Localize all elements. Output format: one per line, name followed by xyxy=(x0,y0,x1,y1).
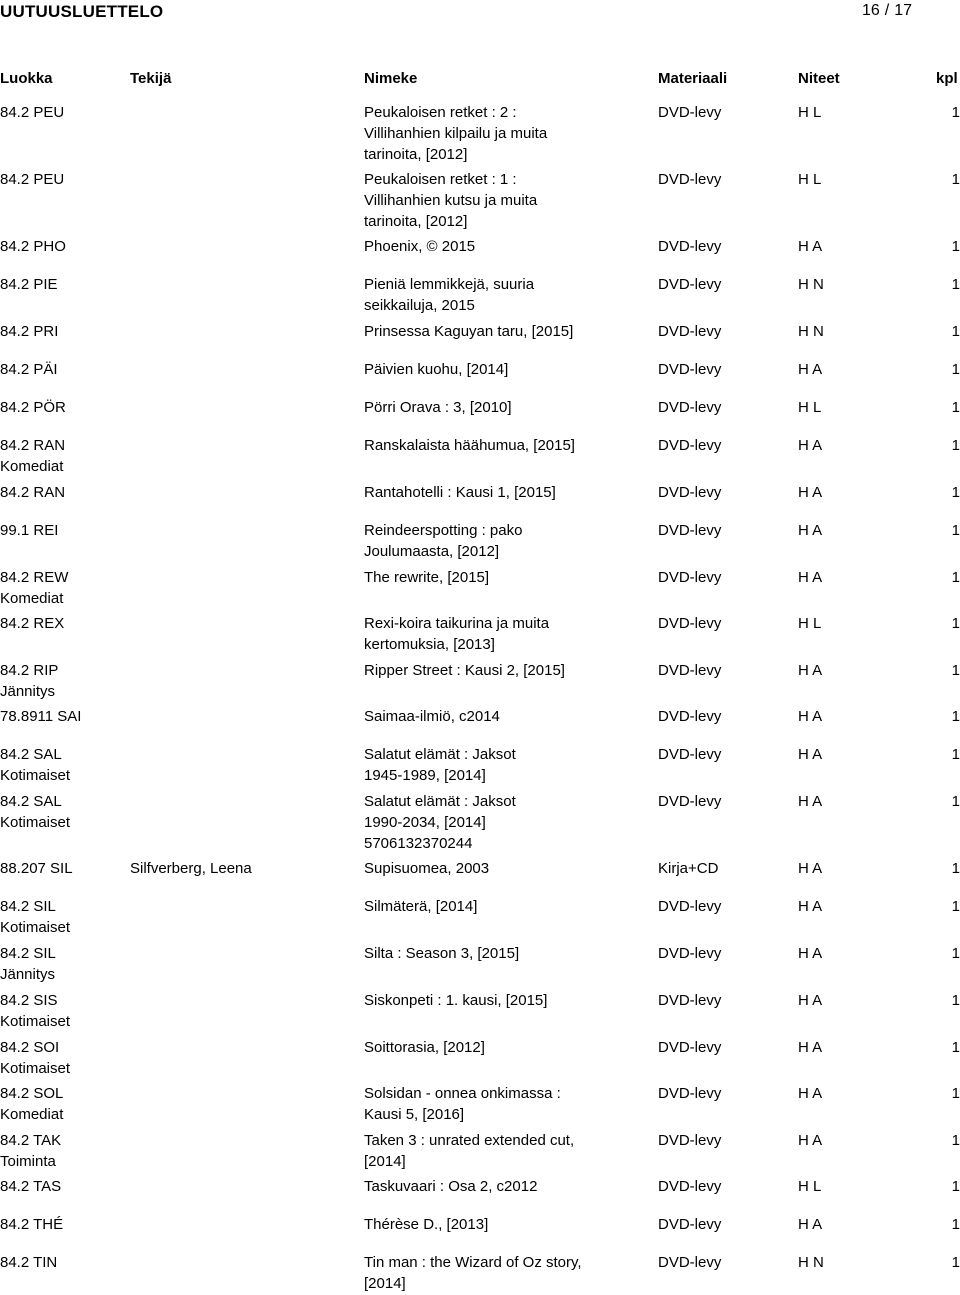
cell-nimeke xyxy=(364,990,634,1011)
cell-kpl: 1 xyxy=(951,945,960,962)
cell-nimeke-line: Tin man : the Wizard of Oz story, xyxy=(364,1254,582,1271)
cell-luokka-line: 84.2 PÄI xyxy=(0,361,58,378)
page-total: 17 xyxy=(894,2,913,19)
cell-niteet: H A xyxy=(798,992,823,1009)
cell-kpl: 1 xyxy=(951,1178,960,1195)
cell-kpl: 1 xyxy=(951,1085,960,1102)
cell-materiaali: DVD-levy xyxy=(658,437,722,454)
cell-nimeke xyxy=(364,896,634,917)
cell-nimeke xyxy=(364,359,634,380)
cell-luokka-line: 84.2 RIP xyxy=(0,662,59,679)
cell-nimeke xyxy=(364,706,634,727)
cell-materiaali: DVD-levy xyxy=(658,1216,722,1233)
cell-kpl: 1 xyxy=(951,569,960,586)
cell-niteet: H L xyxy=(798,615,822,632)
cell-luokka xyxy=(0,435,125,477)
cell-materiaali: DVD-levy xyxy=(658,323,722,340)
cell-luokka xyxy=(0,943,125,985)
cell-materiaali: DVD-levy xyxy=(658,522,722,539)
cell-nimeke xyxy=(364,435,634,456)
cell-luokka xyxy=(0,791,125,833)
cell-materiaali: DVD-levy xyxy=(658,1039,722,1056)
cell-luokka xyxy=(0,1037,125,1079)
cell-luokka-line: Jännitys xyxy=(0,966,56,983)
cell-luokka xyxy=(0,1130,125,1172)
cell-kpl: 1 xyxy=(951,276,960,293)
page-current: 16 xyxy=(862,2,880,19)
cell-nimeke-line: Päivien kuohu, [2014] xyxy=(364,361,509,378)
cell-kpl: 1 xyxy=(951,522,960,539)
cell-nimeke xyxy=(364,567,634,588)
cell-niteet: H N xyxy=(798,323,824,340)
cell-luokka-line: 84.2 SOI xyxy=(0,1039,60,1056)
cell-nimeke-line: kertomuksia, [2013] xyxy=(364,636,495,653)
cell-nimeke-line: Silta : Season 3, [2015] xyxy=(364,945,520,962)
cell-kpl: 1 xyxy=(951,323,960,340)
cell-materiaali: DVD-levy xyxy=(658,992,722,1009)
cell-nimeke-line: Silmäterä, [2014] xyxy=(364,898,478,915)
cell-nimeke xyxy=(364,520,634,562)
cell-luokka xyxy=(0,520,125,541)
cell-kpl: 1 xyxy=(951,746,960,763)
cell-nimeke xyxy=(364,1252,634,1294)
cell-kpl: 1 xyxy=(951,793,960,810)
cell-kpl: 1 xyxy=(951,1254,960,1271)
cell-luokka-line: 84.2 PHO xyxy=(0,238,66,255)
cell-luokka xyxy=(0,1083,125,1125)
cell-luokka-line: Komediat xyxy=(0,1106,64,1123)
cell-luokka-line: Kotimaiset xyxy=(0,1060,71,1077)
cell-kpl: 1 xyxy=(951,662,960,679)
cell-materiaali: DVD-levy xyxy=(658,1178,722,1195)
cell-nimeke xyxy=(364,1083,634,1125)
cell-nimeke-line: Prinsessa Kaguyan taru, [2015] xyxy=(364,323,574,340)
cell-luokka-line: Kotimaiset xyxy=(0,767,71,784)
cell-niteet: H A xyxy=(798,898,823,915)
cell-nimeke-line: Rantahotelli : Kausi 1, [2015] xyxy=(364,484,556,501)
cell-kpl: 1 xyxy=(951,361,960,378)
cell-luokka xyxy=(0,744,125,786)
cell-kpl: 1 xyxy=(951,1039,960,1056)
cell-niteet: H A xyxy=(798,522,823,539)
cell-luokka-line: 99.1 REI xyxy=(0,522,59,539)
cell-nimeke-line: Peukaloisen retket : 1 : xyxy=(364,171,517,188)
cell-nimeke-line: [2014] xyxy=(364,1153,406,1170)
cell-materiaali: DVD-levy xyxy=(658,746,722,763)
cell-luokka xyxy=(0,567,125,609)
cell-niteet: H N xyxy=(798,276,824,293)
cell-kpl: 1 xyxy=(951,898,960,915)
cell-niteet: H A xyxy=(798,361,823,378)
cell-nimeke-line: Thérèse D., [2013] xyxy=(364,1216,489,1233)
cell-nimeke-line: Soittorasia, [2012] xyxy=(364,1039,485,1056)
cell-kpl: 1 xyxy=(951,238,960,255)
cell-niteet: H A xyxy=(798,708,823,725)
cell-luokka-line: 84.2 RAN xyxy=(0,484,66,501)
cell-luokka xyxy=(0,236,125,257)
cell-luokka-line: 84.2 RAN xyxy=(0,437,66,454)
cell-nimeke-line: Reindeerspotting : pako xyxy=(364,522,523,539)
cell-nimeke xyxy=(364,321,634,342)
cell-nimeke-line: Villihanhien kutsu ja muita xyxy=(364,192,538,209)
cell-niteet: H A xyxy=(798,662,823,679)
cell-nimeke xyxy=(364,858,634,879)
cell-luokka-line: 84.2 PIE xyxy=(0,276,58,293)
cell-kpl: 1 xyxy=(951,437,960,454)
cell-materiaali: DVD-levy xyxy=(658,793,722,810)
cell-materiaali: DVD-levy xyxy=(658,945,722,962)
cell-luokka xyxy=(0,359,125,380)
cell-luokka-line: Komediat xyxy=(0,458,64,475)
cell-nimeke-line: The rewrite, [2015] xyxy=(364,569,490,586)
cell-nimeke-line: [2014] xyxy=(364,1275,406,1292)
cell-materiaali: DVD-levy xyxy=(658,484,722,501)
cell-nimeke xyxy=(364,1214,634,1235)
cell-luokka xyxy=(0,321,125,342)
page-indicator xyxy=(862,2,922,20)
cell-nimeke-line: seikkailuja, 2015 xyxy=(364,297,475,314)
cell-nimeke-line: Siskonpeti : 1. kausi, [2015] xyxy=(364,992,548,1009)
cell-nimeke xyxy=(364,943,634,964)
cell-niteet: H A xyxy=(798,484,823,501)
cell-nimeke-line: 1990-2034, [2014] xyxy=(364,814,486,831)
cell-nimeke-line: Kausi 5, [2016] xyxy=(364,1106,465,1123)
cell-luokka-line: 78.8911 SAI xyxy=(0,708,82,725)
column-header-tekija: Tekijä xyxy=(130,70,172,87)
cell-luokka-line: 84.2 PÖR xyxy=(0,399,66,416)
cell-kpl: 1 xyxy=(951,860,960,877)
cell-nimeke xyxy=(364,791,634,854)
cell-niteet: H N xyxy=(798,1254,824,1271)
cell-luokka xyxy=(0,990,125,1032)
cell-nimeke-line: Taken 3 : unrated extended cut, xyxy=(364,1132,575,1149)
cell-nimeke-line: Pörri Orava : 3, [2010] xyxy=(364,399,512,416)
cell-luokka xyxy=(0,660,125,702)
cell-luokka xyxy=(0,613,125,634)
cell-luokka-line: 84.2 SOL xyxy=(0,1085,64,1102)
cell-nimeke-line: tarinoita, [2012] xyxy=(364,213,468,230)
cell-luokka-line: Jännitys xyxy=(0,683,56,700)
cell-nimeke-line: Supisuomea, 2003 xyxy=(364,860,490,877)
cell-niteet: H L xyxy=(798,104,822,121)
cell-nimeke-line: Salatut elämät : Jaksot xyxy=(364,793,516,810)
cell-luokka xyxy=(0,397,125,418)
cell-nimeke-line: Taskuvaari : Osa 2, c2012 xyxy=(364,1178,538,1195)
cell-materiaali: DVD-levy xyxy=(658,1254,722,1271)
cell-niteet: H A xyxy=(798,1039,823,1056)
cell-nimeke xyxy=(364,744,634,786)
cell-kpl: 1 xyxy=(951,992,960,1009)
cell-nimeke xyxy=(364,482,634,503)
cell-materiaali: DVD-levy xyxy=(658,399,722,416)
page-separator: / xyxy=(884,2,890,19)
cell-luokka-line: 84.2 TAS xyxy=(0,1178,62,1195)
cell-niteet: H A xyxy=(798,1216,823,1233)
cell-nimeke-line: Solsidan - onnea onkimassa : xyxy=(364,1085,561,1102)
cell-nimeke-line: Villihanhien kilpailu ja muita xyxy=(364,125,548,142)
cell-luokka-line: Kotimaiset xyxy=(0,814,71,831)
cell-materiaali: DVD-levy xyxy=(658,276,722,293)
cell-nimeke-line: Pieniä lemmikkejä, suuria xyxy=(364,276,535,293)
cell-luokka xyxy=(0,1214,125,1235)
cell-luokka-line: 84.2 REX xyxy=(0,615,65,632)
cell-nimeke xyxy=(364,613,634,655)
cell-tekija: Silfverberg, Leena xyxy=(130,860,252,877)
cell-luokka-line: 84.2 PEU xyxy=(0,171,65,188)
cell-luokka-line: 84.2 THÉ xyxy=(0,1216,64,1233)
column-header-nimeke: Nimeke xyxy=(364,70,418,87)
cell-niteet: H A xyxy=(798,437,823,454)
cell-luokka-line: 88.207 SIL xyxy=(0,860,73,877)
cell-niteet: H A xyxy=(798,238,823,255)
cell-nimeke-line: Saimaa-ilmiö, c2014 xyxy=(364,708,500,725)
column-header-kpl: kpl xyxy=(936,70,958,87)
cell-nimeke xyxy=(364,660,634,681)
cell-materiaali: DVD-levy xyxy=(658,1085,722,1102)
cell-niteet: H A xyxy=(798,1085,823,1102)
cell-kpl: 1 xyxy=(951,708,960,725)
cell-nimeke xyxy=(364,274,634,316)
cell-luokka-line: Kotimaiset xyxy=(0,1013,71,1030)
cell-kpl: 1 xyxy=(951,399,960,416)
cell-luokka xyxy=(0,1176,125,1197)
cell-niteet: H A xyxy=(798,746,823,763)
cell-nimeke-line: Rexi-koira taikurina ja muita xyxy=(364,615,550,632)
cell-nimeke xyxy=(364,236,634,257)
column-header-niteet: Niteet xyxy=(798,70,840,87)
cell-niteet: H A xyxy=(798,569,823,586)
cell-nimeke-line: tarinoita, [2012] xyxy=(364,146,468,163)
cell-nimeke-line: Salatut elämät : Jaksot xyxy=(364,746,516,763)
cell-luokka-line: Komediat xyxy=(0,590,64,607)
cell-luokka xyxy=(0,169,125,190)
cell-materiaali: DVD-levy xyxy=(658,898,722,915)
cell-luokka-line: 84.2 PRI xyxy=(0,323,59,340)
cell-niteet: H L xyxy=(798,399,822,416)
cell-materiaali: DVD-levy xyxy=(658,104,722,121)
cell-niteet: H L xyxy=(798,1178,822,1195)
cell-kpl: 1 xyxy=(951,484,960,501)
cell-luokka-line: Toiminta xyxy=(0,1153,56,1170)
cell-kpl: 1 xyxy=(951,171,960,188)
cell-kpl: 1 xyxy=(951,615,960,632)
cell-nimeke-line: Phoenix, © 2015 xyxy=(364,238,476,255)
cell-materiaali: DVD-levy xyxy=(658,662,722,679)
cell-materiaali: DVD-levy xyxy=(658,171,722,188)
cell-nimeke-line: Ripper Street : Kausi 2, [2015] xyxy=(364,662,565,679)
cell-nimeke-line: Peukaloisen retket : 2 : xyxy=(364,104,517,121)
cell-nimeke xyxy=(364,169,634,232)
cell-nimeke xyxy=(364,1037,634,1058)
cell-luokka-line: 84.2 SIL xyxy=(0,898,56,915)
cell-luokka-line: 84.2 TAK xyxy=(0,1132,62,1149)
cell-luokka-line: 84.2 REW xyxy=(0,569,69,586)
column-header-materiaali: Materiaali xyxy=(658,70,728,87)
cell-luokka-line: 84.2 SIS xyxy=(0,992,58,1009)
cell-niteet: H A xyxy=(798,945,823,962)
cell-materiaali: DVD-levy xyxy=(658,361,722,378)
cell-materiaali: DVD-levy xyxy=(658,615,722,632)
cell-luokka-line: 84.2 SIL xyxy=(0,945,56,962)
cell-materiaali: DVD-levy xyxy=(658,238,722,255)
cell-luokka xyxy=(0,896,125,938)
cell-kpl: 1 xyxy=(951,104,960,121)
cell-materiaali: DVD-levy xyxy=(658,569,722,586)
cell-niteet: H A xyxy=(798,1132,823,1149)
cell-materiaali: DVD-levy xyxy=(658,708,722,725)
cell-nimeke-line: 1945-1989, [2014] xyxy=(364,767,486,784)
cell-luokka-line: 84.2 SAL xyxy=(0,746,62,763)
cell-nimeke-line: 5706132370244 xyxy=(364,835,473,852)
cell-nimeke xyxy=(364,1176,634,1197)
cell-luokka-line: 84.2 PEU xyxy=(0,104,65,121)
table-header xyxy=(0,70,960,90)
cell-luokka-line: Kotimaiset xyxy=(0,919,71,936)
cell-kpl: 1 xyxy=(951,1216,960,1233)
cell-niteet: H A xyxy=(798,793,823,810)
cell-luokka xyxy=(0,1252,125,1273)
cell-luokka xyxy=(0,102,125,123)
cell-niteet: H L xyxy=(798,171,822,188)
cell-nimeke xyxy=(364,1130,634,1172)
catalog-title: UUTUUSLUETTELO xyxy=(0,2,164,21)
column-header-luokka: Luokka xyxy=(0,70,53,87)
cell-luokka xyxy=(0,858,125,879)
cell-materiaali: DVD-levy xyxy=(658,1132,722,1149)
cell-nimeke xyxy=(364,397,634,418)
cell-luokka-line: 84.2 TIN xyxy=(0,1254,58,1271)
cell-niteet: H A xyxy=(798,860,823,877)
cell-luokka-line: 84.2 SAL xyxy=(0,793,62,810)
cell-luokka xyxy=(0,274,125,295)
cell-nimeke-line: Ranskalaista häähumua, [2015] xyxy=(364,437,575,454)
cell-luokka xyxy=(0,482,125,503)
cell-luokka xyxy=(0,706,125,727)
cell-nimeke-line: Joulumaasta, [2012] xyxy=(364,543,500,560)
cell-kpl: 1 xyxy=(951,1132,960,1149)
cell-nimeke xyxy=(364,102,634,165)
cell-materiaali: Kirja+CD xyxy=(658,860,719,877)
